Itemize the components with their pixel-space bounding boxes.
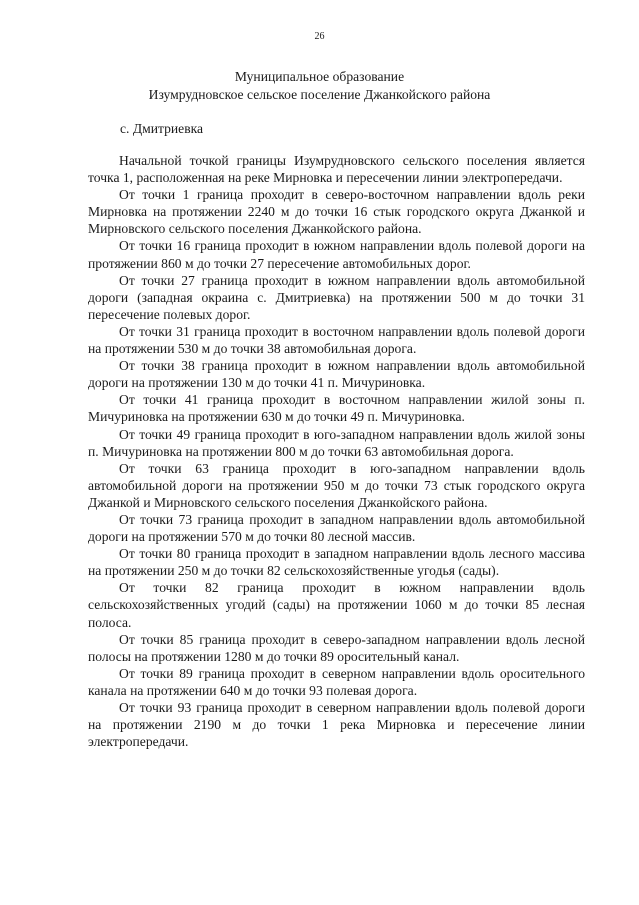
paragraph: От точки 73 граница проходит в западном направлении вдоль автомобильной дороги на протяжении 570 м до точки 80 лесной массив.	[88, 511, 585, 545]
paragraph: От точки 82 граница проходит в южном направлении вдоль сельскохозяйственных угодий (сады) на протяжении 1060 м до точки 85 лесная полоса.	[88, 580, 585, 630]
paragraph: От точки 63 граница проходит в юго-западном направлении вдоль автомобильной дороги на протяжении 950 м до точки 73 стык городского округа Джанкой и Мирновского сельского поселения Джанкойского района.	[88, 460, 585, 510]
paragraph: Начальной точкой границы Изумрудновского сельского поселения является точка 1, расположенная на реке Мирновка и пересечении линии электропередачи.	[88, 153, 585, 186]
paragraph: От точки 41 граница проходит в восточном направлении жилой зоны п. Мичуриновка на протяжении 630 м до точки 49 п. Мичуриновка.	[88, 392, 585, 425]
header-line-2: Изумрудновское сельское поселение Джанкойского района	[148, 87, 491, 102]
paragraph: От точки 93 граница проходит в северном направлении вдоль полевой дороги на протяжении 2190 м до точки 1 река Мирновка и пересечение линии электропередачи.	[88, 700, 585, 750]
document-body	[88, 152, 585, 750]
paragraph: От точки 85 граница проходит в северо-западном направлении вдоль лесной полосы на протяжении 1280 м до точки 89 оросительный канал.	[88, 631, 585, 664]
paragraph: От точки 1 граница проходит в северо-восточном направлении вдоль реки Мирновка на протяжении 2240 м до точки 16 стык городского округа Джанкой и Мирновского сельского поселения Джанкойского района.	[88, 187, 585, 237]
paragraph: От точки 31 граница проходит в восточном направлении вдоль полевой дороги на протяжении 530 м до точки 38 автомобильная дорога.	[88, 323, 585, 357]
paragraph: От точки 27 граница проходит в южном направлении вдоль автомобильной дороги (западная окраина с. Дмитриевка) на протяжении 500 м до точки 31 пересечение полевых дорог.	[88, 272, 585, 322]
document-header	[0, 68, 639, 104]
paragraph: От точки 89 граница проходит в северном направлении вдоль оросительного канала на протяжении 640 м до точки 93 полевая дорога.	[88, 665, 585, 698]
page-number: 26	[314, 31, 325, 42]
paragraph: От точки 16 граница проходит в южном направлении вдоль полевой дороги на протяжении 860 м до точки 27 пересечение автомобильных дорог.	[88, 238, 585, 271]
paragraph: От точки 80 граница проходит в западном направлении вдоль лесного массива на протяжении 250 м до точки 82 сельскохозяйственные угодья (сады).	[88, 546, 585, 579]
locality-name: с. Дмитриевка	[120, 121, 204, 136]
paragraph: От точки 38 граница проходит в южном направлении вдоль автомобильной дороги на протяжении 130 м до точки 41 п. Мичуриновка.	[88, 358, 585, 391]
paragraph: От точки 49 граница проходит в юго-западном направлении вдоль жилой зоны п. Мичуриновка на протяжении 800 м до точки 63 автомобильная дорога.	[88, 426, 585, 459]
header-line-1: Муниципальное образование	[234, 69, 405, 84]
